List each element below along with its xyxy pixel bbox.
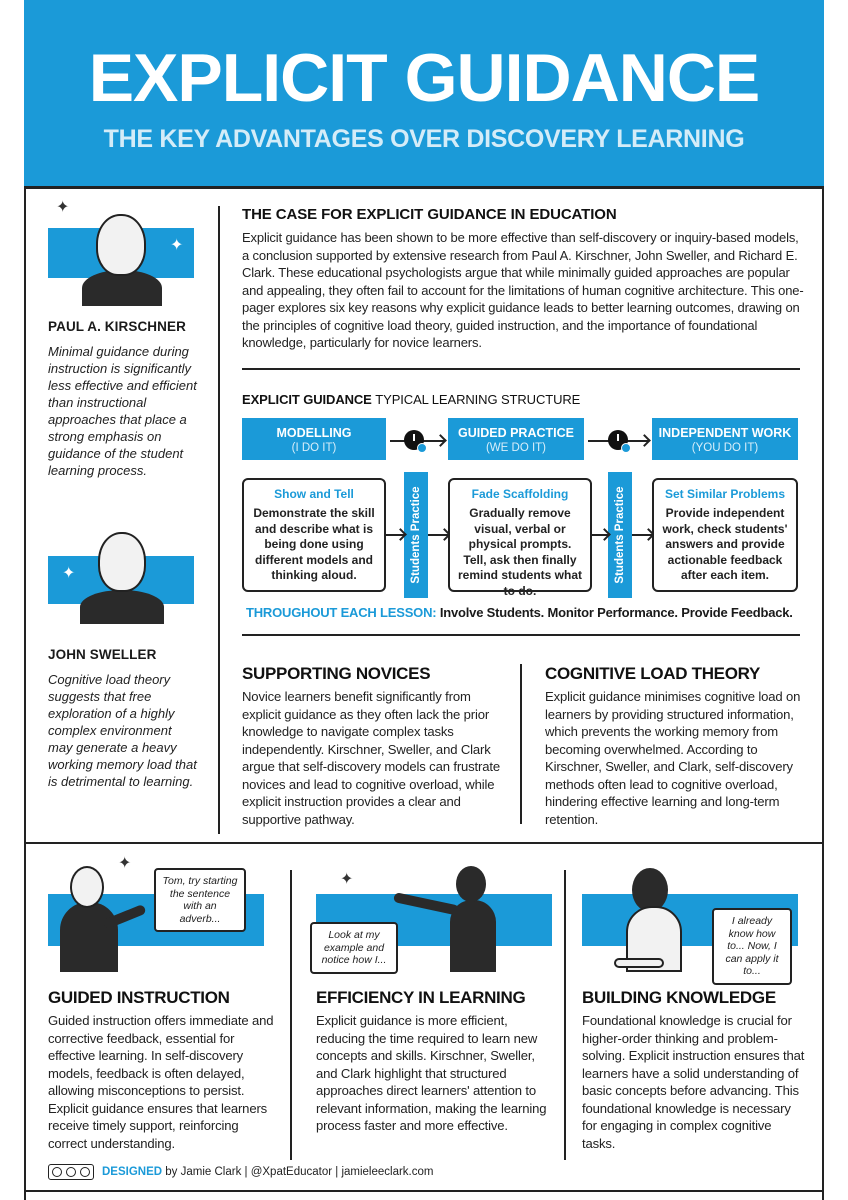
- section-divider: [24, 842, 824, 844]
- step-box-body: Demonstrate the skill and describe what is being done using different models and thinking aloud.: [253, 506, 375, 582]
- header-banner: [24, 0, 824, 186]
- speech-bubble: Look at my example and notice how I...: [310, 922, 398, 974]
- creative-commons-icon: [48, 1164, 94, 1180]
- clock-icon: [404, 430, 424, 450]
- section-divider: [242, 368, 800, 370]
- practice-label: Students Practice: [410, 486, 422, 584]
- step-box-independent: [652, 478, 798, 592]
- column-divider: [520, 664, 522, 824]
- kirschner-face: [96, 214, 146, 276]
- footer-credit: [102, 1166, 433, 1178]
- footer-text: by Jamie Clark | @XpatEducator | jamieleeclark.com: [165, 1166, 434, 1178]
- sparkle-icon: ✦: [170, 237, 184, 254]
- stage-title: MODELLING: [276, 426, 352, 440]
- step-box-title: Show and Tell: [274, 487, 354, 501]
- footer-divider: [24, 1190, 824, 1192]
- cognitive-body: Explicit guidance minimises cognitive load on learners by providing structured information, which prevents the working memory from becoming overwhelmed. According to Kirschner, Sweller, and Clark, self-discovery methods often lead to cognitive overload, hindering effective learning and long-term retention.: [545, 689, 801, 827]
- efficiency-body: Explicit guidance is more efficient, reducing the time required to learn new concepts and skills. Kirschner, Sweller, and Clark highlight that structured approaches direct learners' attention to relevant information, making the learning process faster and more effective.: [316, 1013, 547, 1133]
- guided-title: GUIDED INSTRUCTION: [48, 988, 230, 1007]
- footer-designed: DESIGNED: [102, 1166, 163, 1178]
- supporting-body: Novice learners benefit significantly from explicit guidance as they often lack the prior knowledge to navigate complex tasks independently. Kirschner, Sweller, and Clark argue that self-discovery models can frustrate novices and lead to cognitive overload, while explicit instruction provides a clear and supportive pathway.: [242, 689, 501, 827]
- throughout-line: [246, 605, 793, 620]
- throughout-label: THROUGHOUT EACH LESSON:: [246, 605, 437, 620]
- stage-title: GUIDED PRACTICE: [458, 426, 574, 440]
- supporting-title: SUPPORTING NOVICES: [242, 664, 431, 683]
- stage-sub: (I DO IT): [291, 442, 337, 454]
- structure-title-bold: EXPLICIT GUIDANCE: [242, 392, 372, 407]
- step-box-body: Gradually remove visual, verbal or physical prompts. Tell, ask then finally remind students what to do.: [457, 506, 582, 598]
- sparkle-icon: ✦: [56, 199, 70, 216]
- person-name: PAUL A. KIRSCHNER: [48, 319, 186, 334]
- step-box-modelling: [242, 478, 386, 592]
- structure-title-rest: TYPICAL LEARNING STRUCTURE: [375, 392, 581, 407]
- teacher-figure: [60, 902, 118, 972]
- page-subtitle: THE KEY ADVANTAGES OVER DISCOVERY LEARNING: [103, 125, 745, 153]
- stage-sub: (WE DO IT): [485, 442, 547, 454]
- structure-title: [242, 392, 580, 407]
- teacher-head: [70, 866, 104, 908]
- case-title: THE CASE FOR EXPLICIT GUIDANCE IN EDUCATION: [242, 206, 617, 223]
- step-box-body: Provide independent work, check students' answers and provide actionable feedback after each item.: [662, 506, 788, 582]
- clock-icon: [608, 430, 628, 450]
- sparkle-icon: ✦: [340, 871, 354, 888]
- step-box-guided: [448, 478, 592, 598]
- person-name: JOHN SWELLER: [48, 647, 157, 662]
- stage-guided-practice: [448, 418, 584, 460]
- stage-sub: (YOU DO IT): [691, 442, 759, 454]
- step-box-title: Set Similar Problems: [664, 487, 786, 501]
- learner-arm: [614, 958, 664, 968]
- students-practice-bar: [608, 472, 632, 598]
- sparkle-icon: ✦: [62, 565, 76, 582]
- sweller-face: [98, 532, 146, 592]
- stage-independent-work: [652, 418, 798, 460]
- case-body: Explicit guidance has been shown to be more effective than self-discovery or inquiry-based models, a conclusion supported by extensive research from Paul A. Kirschner, John Sweller, and Richard E. Clark. These educational psychologists argue that while minimally guided approaches are popular and appealing, they often fail to account for the limitations of human cognitive architecture. This one-pager explores six key reasons why explicit guidance leads to better learning outcomes, drawing on the principles of cognitive load theory, guided instruction, and the importance of foundational knowledge, particularly for novice learners.: [242, 230, 804, 350]
- person-quote: Cognitive load theory suggests that free exploration of a highly complex environment may generate a heavy working memory load that is detrimental to learning.: [48, 672, 197, 789]
- efficiency-title: EFFICIENCY IN LEARNING: [316, 988, 526, 1007]
- header-divider: [24, 186, 824, 189]
- students-practice-bar: [404, 472, 428, 598]
- sparkle-icon: ✦: [118, 855, 132, 872]
- throughout-text: Involve Students. Monitor Performance. Provide Feedback.: [439, 605, 793, 620]
- sweller-shoulders: [80, 590, 164, 624]
- column-divider: [564, 870, 566, 1160]
- speech-bubble: Tom, try starting the sentence with an adverb...: [154, 868, 246, 932]
- arrow-icon: [592, 534, 608, 536]
- arrow-icon: [428, 534, 448, 536]
- step-box-title: Fade Scaffolding: [471, 487, 569, 501]
- practice-label: Students Practice: [614, 486, 626, 584]
- speech-bubble: I already know how to... Now, I can apply it to...: [712, 908, 792, 985]
- presenter-head: [456, 866, 486, 902]
- arrow-icon: [386, 534, 404, 536]
- building-body: Foundational knowledge is crucial for higher-order thinking and problem-solving. Explicit instruction ensures that learners have a solid understanding of basic concepts before advancing. This foundational knowledge is necessary for engaging in complex cognitive tasks.: [582, 1013, 805, 1151]
- arrow-icon: [632, 534, 652, 536]
- column-divider: [290, 870, 292, 1160]
- column-divider: [218, 206, 220, 834]
- guided-body: Guided instruction offers immediate and corrective feedback, essential for effective learning. In self-discovery models, feedback is often delayed, allowing misconceptions to persist. Explicit guidance ensures that learners receive timely support, reinforcing correct understanding.: [48, 1013, 274, 1151]
- stage-modelling: [242, 418, 386, 460]
- section-divider: [242, 634, 800, 636]
- cognitive-title: COGNITIVE LOAD THEORY: [545, 664, 761, 683]
- person-quote: Minimal guidance during instruction is significantly less effective and efficient than instructional approaches that place a strong emphasis on guidance of the student learning process.: [48, 344, 197, 478]
- building-title: BUILDING KNOWLEDGE: [582, 988, 776, 1007]
- stage-title: INDEPENDENT WORK: [658, 426, 792, 440]
- page-title: EXPLICIT GUIDANCE: [88, 40, 760, 116]
